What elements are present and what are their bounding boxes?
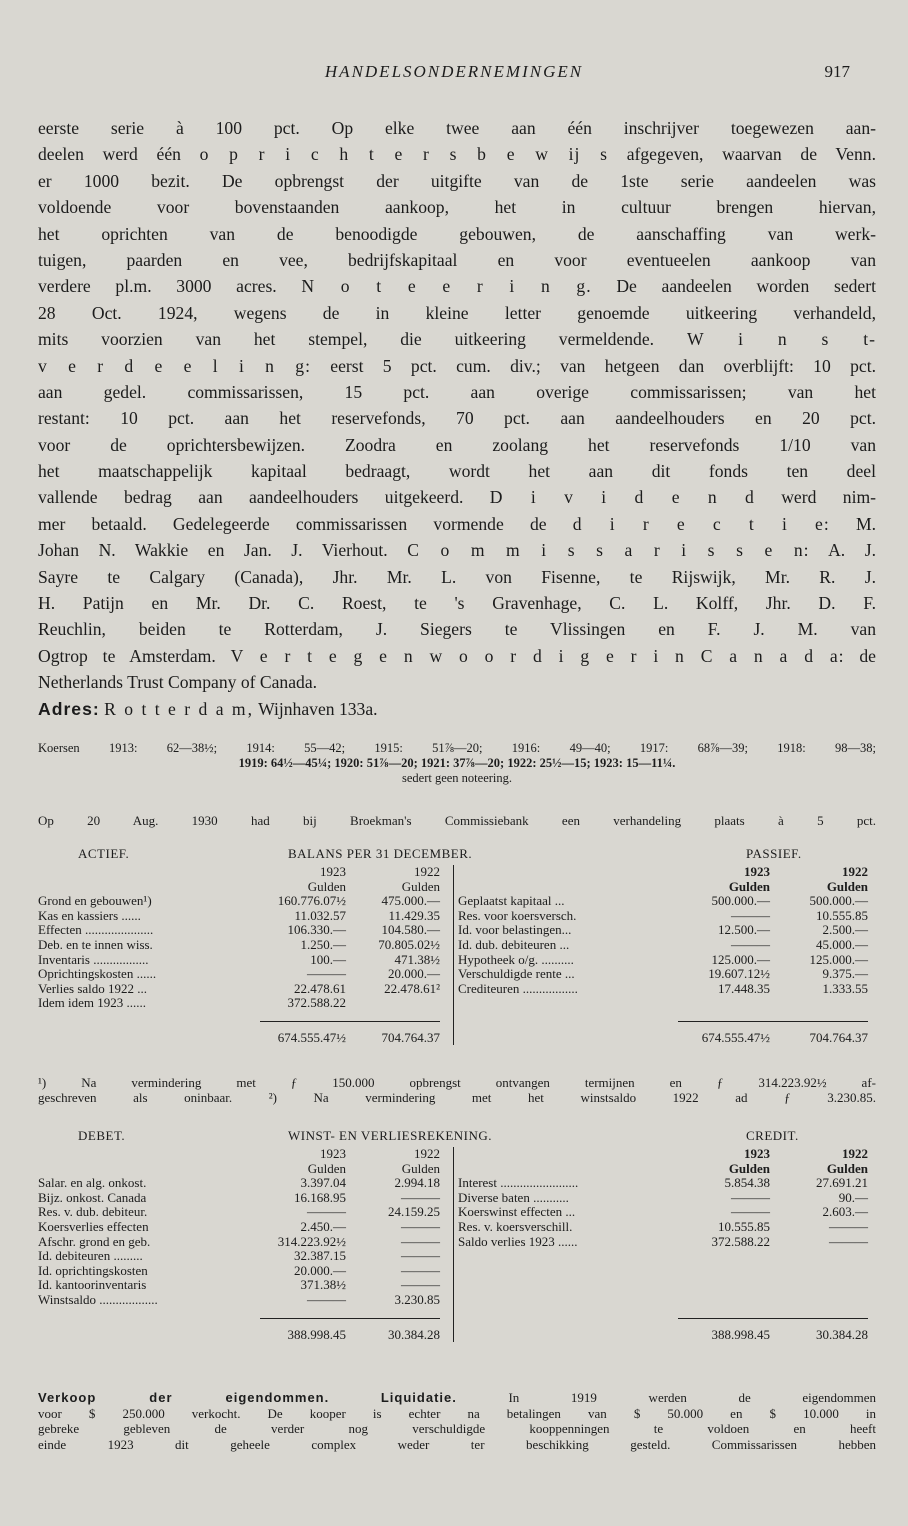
left-value-1922: 20.000.— <box>388 966 440 982</box>
right-value-1922: 9.375.— <box>822 966 868 982</box>
body-line-segment: D i v i d e n d <box>489 487 755 508</box>
left-label: Id. kantoorinventaris <box>38 1278 147 1293</box>
unit-label: Gulden <box>826 1160 868 1176</box>
left-value-1922: ——— <box>401 1219 440 1234</box>
right-value-1922: ——— <box>829 1233 868 1249</box>
price-history-line-2: 1919: 64½—45¼; 1920: 51⅞—20; 1921: 37⅞—20; 1922: 25½—15; 1923: 15—11¼. <box>238 756 676 770</box>
body-line-segment: de <box>844 645 876 666</box>
body-line-segment: o p r i c h t e r s b e w ij s <box>199 144 608 165</box>
left-value-1922: 2.994.18 <box>394 1175 440 1191</box>
left-value-1922: ——— <box>401 1233 440 1249</box>
body-line-segment: restant: 10 pct. aan het reservefonds, 70 pct. aan aandeelhouders en 20 pct. <box>38 408 876 429</box>
body-line-segment: aan gedel. commissarissen, 15 pct. aan overige commissarissen; van het <box>38 381 876 402</box>
left-value-1923: 20.000.— <box>294 1262 346 1278</box>
left-value-1922: 475.000.— <box>381 893 440 909</box>
table-row <box>38 1249 876 1264</box>
year-header-row <box>38 865 876 880</box>
total-right-1923: 388.998.45 <box>711 1326 770 1342</box>
left-value-1923: ——— <box>307 1204 346 1220</box>
left-value-1923: 100.— <box>310 951 346 967</box>
year-col-1922: 1922 <box>414 864 440 879</box>
left-value-1923: 371.38½ <box>300 1277 346 1293</box>
body-line-segment: Netherlands Trust Company of Canada. <box>38 672 318 693</box>
body-line-segment: Ogtrop te Amsterdam. <box>38 645 231 666</box>
body-line-segment: Sayre te Calgary (Canada), Jhr. Mr. L. von Fisenne, te Rijswijk, Mr. R. J. <box>38 566 876 587</box>
sum-line <box>260 1318 440 1319</box>
body-line <box>38 669 876 695</box>
right-value-1923: ——— <box>731 1189 770 1205</box>
year-col-1923-right: 1923 <box>744 864 770 879</box>
right-value-1923: 17.448.35 <box>718 980 770 996</box>
closing-line-2: voor $ 250.000 verkocht. De kooper is echter na betalingen van $ 50.000 en $ 10.000 in <box>38 1405 876 1421</box>
left-label: Grond en gebouwen¹) <box>38 894 152 909</box>
right-label: Verschuldigde rente ... <box>458 967 575 982</box>
right-label: Geplaatst kapitaal ... <box>458 894 565 909</box>
body-line-segment: verdere pl.m. 3000 acres. <box>38 276 302 297</box>
left-value-1922: 471.38½ <box>394 951 440 967</box>
body-line-segment: eerst 5 pct. cum. div.; van hetgeen dan overblijft: 10 pct. <box>310 355 876 376</box>
table-row <box>38 1205 876 1220</box>
left-value-1923: 16.168.95 <box>294 1189 346 1205</box>
right-value-1922: ——— <box>829 1219 868 1234</box>
left-label: Deb. en te innen wiss. <box>38 938 153 952</box>
body-line-segment: d i r e c t i e: <box>572 513 830 534</box>
body-line-segment: C o m m i s s a r i s s e n: <box>407 540 810 561</box>
left-label: Verlies saldo 1922 ... <box>38 981 148 996</box>
page-header <box>0 62 908 86</box>
left-label: Koersverlies effecten <box>38 1220 149 1234</box>
left-value-1923: 106.330.— <box>287 922 346 938</box>
body-line <box>38 643 876 669</box>
left-value-1923: 3.397.04 <box>300 1175 346 1191</box>
table-row <box>38 1176 876 1191</box>
total-right-1922: 704.764.37 <box>809 1030 868 1045</box>
body-line-segment: v e r d e e l i n g: <box>38 355 311 376</box>
sale-note: Op 20 Aug. 1930 had bij Broekman's Commissiebank een verhandeling plaats à 5 pct. <box>38 813 876 828</box>
body-line-segment: deelen werd één <box>38 144 200 165</box>
right-value-1922: 45.000.— <box>816 937 868 952</box>
table-row <box>38 1278 876 1293</box>
left-value-1922: 11.429.35 <box>388 907 440 923</box>
liquidation-heading: Liquidatie. <box>380 1390 457 1405</box>
unit-header-row <box>38 1162 876 1177</box>
running-head: HANDELSONDERNEMINGEN <box>324 62 584 81</box>
left-value-1923: 372.588.22 <box>287 995 346 1011</box>
body-line <box>38 353 876 379</box>
right-value-1923: ——— <box>731 907 770 923</box>
right-value-1922: 27.691.21 <box>816 1175 868 1191</box>
company-description <box>38 115 876 722</box>
left-label: Inventaris ................. <box>38 952 149 967</box>
left-side-title: DEBET. <box>78 1129 126 1143</box>
table-title-row <box>38 847 876 862</box>
right-label: Res. v. koersverschill. <box>458 1220 573 1234</box>
year-col-1922-right: 1922 <box>842 864 868 879</box>
left-side-title: ACTIEF. <box>78 847 130 861</box>
right-label: Id. dub. debiteuren ... <box>458 938 570 952</box>
total-left-1923: 388.998.45 <box>287 1326 346 1342</box>
left-value-1923: 1.250.— <box>300 937 346 952</box>
body-line-segment: het maatschappelijk kapitaal bedraagt, wordt het aan dit fonds ten deel <box>38 461 876 482</box>
body-line <box>38 221 876 247</box>
body-line-segment: A. J. <box>809 540 876 561</box>
closing-line-3: gebreke gebleven de verder nog verschuldigde kooppenningen te voldoen en heeft <box>38 1421 876 1436</box>
table-row <box>38 1264 876 1279</box>
body-line <box>38 484 876 510</box>
left-label: Bijz. onkost. Canada <box>38 1190 147 1205</box>
right-label: Interest ........................ <box>458 1176 579 1191</box>
footnote-line-1: ¹) Na vermindering met ƒ 150.000 opbrengst ontvangen termijnen en ƒ 314.223.92½ af- <box>38 1075 876 1090</box>
left-value-1922: 3.230.85 <box>394 1292 440 1307</box>
body-line <box>38 300 876 326</box>
table-row <box>38 996 876 1011</box>
right-side-title: PASSIEF. <box>746 846 802 861</box>
left-value-1922: ——— <box>401 1277 440 1293</box>
sum-line <box>678 1021 868 1022</box>
table-title-row <box>38 1129 876 1144</box>
body-line-segment: afgegeven, waarvan de Venn. <box>608 144 876 165</box>
body-line <box>38 379 876 405</box>
year-col-1922-right: 1922 <box>842 1146 868 1161</box>
right-value-1923: 500.000.— <box>711 893 770 909</box>
right-value-1922: 125.000.— <box>809 951 868 967</box>
column-divider <box>453 1147 454 1342</box>
body-line <box>38 247 876 273</box>
unit-label: Gulden <box>728 1160 770 1176</box>
body-line-segment: het oprichten van de benoodigde gebouwen, de aanschaffing van werk- <box>38 223 876 244</box>
table-title: WINST- EN VERLIESREKENING. <box>288 1128 493 1143</box>
body-line <box>38 616 876 642</box>
right-value-1923: 125.000.— <box>711 951 770 967</box>
balance-footnotes <box>38 1076 876 1105</box>
left-value-1923: 160.776.07½ <box>277 893 346 909</box>
closing-line-1 <box>38 1390 876 1406</box>
body-line <box>38 273 876 299</box>
unit-label: Gulden <box>307 1160 346 1176</box>
left-label: Winstsaldo .................. <box>38 1293 158 1307</box>
table-row <box>38 1293 876 1308</box>
body-line <box>38 564 876 590</box>
left-value-1923: ——— <box>307 966 346 982</box>
table-row <box>38 1235 876 1250</box>
address-line <box>38 696 876 722</box>
body-line-segment: 28 Oct. 1924, wegens de in kleine letter genoemde uitkeering verhandeld, <box>38 302 876 323</box>
closing-line-4: einde 1923 dit geheele complex weder ter beschikking gesteld. Commissarissen hebben <box>38 1436 876 1452</box>
body-line-segment: voldoende voor bovenstaanden aankoop, het in cultuur brengen hiervan, <box>38 197 876 218</box>
year-header-row <box>38 1147 876 1162</box>
table-row <box>38 894 876 909</box>
unit-label: Gulden <box>401 878 440 894</box>
left-value-1923: 22.478.61 <box>294 980 346 996</box>
left-label: Oprichtingskosten ...... <box>38 967 157 982</box>
closing-paragraph <box>38 1390 876 1452</box>
right-value-1922: 10.555.85 <box>816 907 868 923</box>
right-label: Hypotheek o/g. .......... <box>458 952 574 967</box>
table-row <box>38 938 876 953</box>
body-line-segment: M. <box>829 513 876 534</box>
right-value-1922: 2.500.— <box>822 922 868 938</box>
body-line-segment: Johan N. Wakkie en Jan. J. Vierhout. <box>38 540 408 561</box>
closing-line-1-text: In 1919 werden de eigendommen <box>456 1390 876 1405</box>
table-row <box>38 982 876 997</box>
address-street: Wijnhaven 133a. <box>254 698 378 719</box>
right-value-1922: 500.000.— <box>809 893 868 909</box>
left-label: Afschr. grond en geb. <box>38 1234 151 1249</box>
left-value-1923: ——— <box>307 1292 346 1307</box>
left-value-1922: 70.805.02½ <box>378 937 440 952</box>
right-side-title: CREDIT. <box>746 1128 799 1143</box>
body-line-segment: werd nim- <box>754 487 876 508</box>
body-line-segment: W i n s t- <box>686 329 876 350</box>
table-row <box>38 909 876 924</box>
sum-line <box>260 1021 440 1022</box>
unit-header-row <box>38 880 876 895</box>
right-value-1922: 2.603.— <box>822 1204 868 1220</box>
right-label: Koerswinst effecten ... <box>458 1205 576 1220</box>
address-label: Adres: <box>38 698 100 719</box>
body-line <box>38 115 876 141</box>
body-line-segment: Reuchlin, beiden te Rotterdam, J. Siegers te Vlissingen en F. J. M. van <box>38 619 876 640</box>
price-history <box>38 741 876 786</box>
body-line-segment: N o t e e r i n g. <box>301 276 592 297</box>
total-right-1923: 674.555.47½ <box>701 1030 770 1045</box>
left-value-1922: 104.580.— <box>381 922 440 938</box>
body-line-segment: tuigen, paarden en vee, bedrijfskapitaal en voor eventueelen aankoop van <box>38 249 876 270</box>
right-value-1923: ——— <box>731 937 770 952</box>
body-line-segment: voor de oprichtersbewijzen. Zoodra en zoolang het reservefonds 1/10 van <box>38 434 876 455</box>
left-value-1923: 2.450.— <box>300 1219 346 1234</box>
table-row <box>38 1191 876 1206</box>
unit-label: Gulden <box>826 878 868 894</box>
totals-row <box>38 1031 876 1046</box>
right-value-1922: 1.333.55 <box>822 980 868 996</box>
year-col-1923: 1923 <box>320 864 346 879</box>
body-line <box>38 590 876 616</box>
table-title: BALANS PER 31 DECEMBER. <box>288 846 473 861</box>
right-label: Id. voor belastingen... <box>458 923 572 938</box>
footnote-line-2: geschreven als oninbaar. ²) Na vermindering met het winstsaldo 1922 ad ƒ 3.230.85. <box>38 1089 876 1105</box>
right-value-1923: 10.555.85 <box>718 1219 770 1234</box>
body-line-segment: vallende bedrag aan aandeelhouders uitgekeerd. <box>38 487 490 508</box>
column-divider <box>453 865 454 1045</box>
year-col-1923: 1923 <box>320 1146 346 1161</box>
body-line <box>38 168 876 194</box>
table-row <box>38 1220 876 1235</box>
left-value-1923: 314.223.92½ <box>277 1233 346 1249</box>
body-line-segment: mits voorzien van het stempel, die uitkeering vermeldende. <box>38 329 687 350</box>
right-value-1923: 5.854.38 <box>724 1175 770 1191</box>
price-history-line-3: sedert geen noteering. <box>401 771 513 785</box>
unit-label: Gulden <box>307 878 346 894</box>
left-value-1922: 22.478.61² <box>384 980 440 996</box>
address-city: R o t t e r d a m, <box>104 698 254 719</box>
right-value-1922: 90.— <box>838 1189 868 1205</box>
body-line <box>38 432 876 458</box>
body-line-segment: er 1000 bezit. De opbrengst der uitgifte van de 1ste serie aandeelen was <box>38 170 876 191</box>
right-label: Res. voor koersversch. <box>458 908 577 923</box>
unit-label: Gulden <box>728 878 770 894</box>
body-line <box>38 326 876 352</box>
right-label: Crediteuren ................. <box>458 981 578 996</box>
right-value-1923: 12.500.— <box>718 922 770 938</box>
table-row <box>38 923 876 938</box>
table-row <box>38 967 876 982</box>
body-line <box>38 458 876 484</box>
body-line <box>38 405 876 431</box>
body-line-segment: eerste serie à 100 pct. Op elke twee aan één inschrijver toegewezen aan- <box>38 118 876 138</box>
total-left-1922: 704.764.37 <box>381 1030 440 1045</box>
body-line <box>38 194 876 220</box>
left-value-1923: 32.387.15 <box>294 1248 346 1264</box>
total-left-1922: 30.384.28 <box>388 1326 440 1342</box>
left-value-1922: ——— <box>401 1189 440 1205</box>
year-col-1923-right: 1923 <box>744 1146 770 1161</box>
right-value-1923: 372.588.22 <box>711 1233 770 1249</box>
right-value-1923: ——— <box>731 1204 770 1220</box>
unit-label: Gulden <box>401 1160 440 1176</box>
left-label: Salar. en alg. onkost. <box>38 1176 147 1191</box>
body-line-segment: mer betaald. Gedelegeerde commissarissen vormende de <box>38 513 573 534</box>
left-label: Kas en kassiers ...... <box>38 908 141 923</box>
body-line-segment: De aandeelen worden sedert <box>591 276 876 297</box>
body-line <box>38 511 876 537</box>
price-history-line-1: Koersen 1913: 62—38½; 1914: 55—42; 1915: 51⅞—20; 1916: 49—40; 1917: 68⅞—39; 1918: 98—38; <box>38 741 876 755</box>
left-label: Effecten ..................... <box>38 923 154 938</box>
left-label: Id. debiteuren ......... <box>38 1249 143 1264</box>
left-value-1922: ——— <box>401 1262 440 1278</box>
total-right-1922: 30.384.28 <box>816 1326 868 1342</box>
left-value-1922: ——— <box>401 1248 440 1264</box>
left-value-1923: 11.032.57 <box>294 907 346 923</box>
left-label: Res. v. dub. debiteur. <box>38 1205 148 1220</box>
year-col-1922: 1922 <box>414 1146 440 1161</box>
right-label: Saldo verlies 1923 ...... <box>458 1234 578 1249</box>
table-row <box>38 953 876 968</box>
left-label: Idem idem 1923 ...... <box>38 996 146 1011</box>
sum-line <box>678 1318 868 1319</box>
total-left-1923: 674.555.47½ <box>277 1030 346 1045</box>
body-line-segment: V e r t e g e n w o o r d i g e r i n C a n a d a: <box>230 645 845 666</box>
body-line <box>38 537 876 563</box>
page-number: 917 <box>824 62 850 81</box>
left-value-1922: 24.159.25 <box>388 1204 440 1220</box>
totals-row <box>38 1328 876 1343</box>
sale-heading: Verkoop der eigendommen. <box>38 1390 330 1405</box>
body-line <box>38 141 876 167</box>
body-line-segment: H. Patijn en Mr. Dr. C. Roest, te 's Gravenhage, C. L. Kolff, Jhr. D. F. <box>38 593 876 614</box>
right-label: Diverse baten ........... <box>458 1190 569 1205</box>
left-label: Id. oprichtingskosten <box>38 1263 148 1278</box>
right-value-1923: 19.607.12½ <box>708 966 770 982</box>
